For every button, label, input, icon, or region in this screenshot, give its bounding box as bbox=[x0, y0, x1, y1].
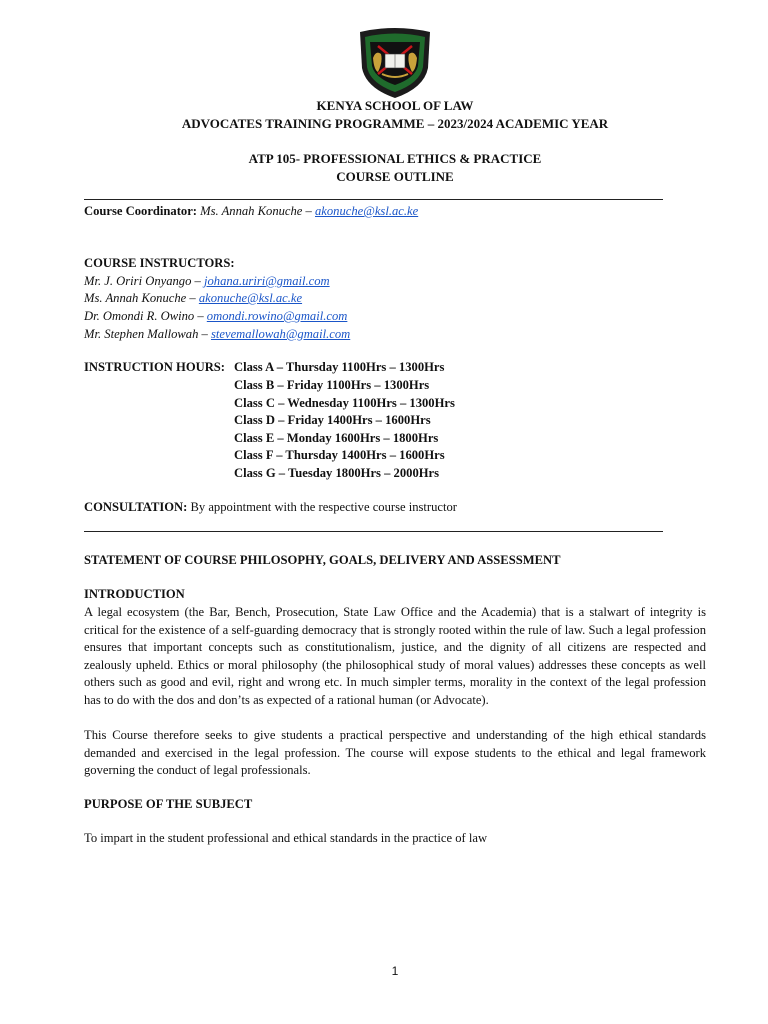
page-number: 1 bbox=[391, 964, 399, 978]
instructor-name: Mr. J. Oriri Onyango – bbox=[84, 274, 204, 288]
consultation-text: By appointment with the respective course instructor bbox=[187, 500, 457, 514]
class-schedule-item: Class E – Monday 1600Hrs – 1800Hrs bbox=[234, 431, 439, 445]
programme-title: ADVOCATES TRAINING PROGRAMME – 2023/2024 ACADEMIC YEAR bbox=[181, 116, 609, 131]
consultation-line bbox=[84, 500, 457, 515]
instructor-name: Ms. Annah Konuche – bbox=[84, 291, 199, 305]
purpose-heading: PURPOSE OF THE SUBJECT bbox=[84, 797, 253, 811]
institution-name: KENYA SCHOOL OF LAW bbox=[316, 98, 474, 113]
coordinator-name: Ms. Annah Konuche – bbox=[200, 204, 315, 218]
kenya-school-of-law-crest-logo bbox=[354, 28, 436, 100]
coordinator-email-link[interactable]: akonuche@ksl.ac.ke bbox=[315, 204, 419, 218]
instructor-row bbox=[84, 309, 347, 324]
instructor-row bbox=[84, 291, 302, 306]
instructors-heading: COURSE INSTRUCTORS: bbox=[84, 256, 235, 270]
instructor-email-link[interactable]: omondi.rowino@gmail.com bbox=[206, 309, 348, 323]
class-schedule-item: Class A – Thursday 1100Hrs – 1300Hrs bbox=[234, 360, 445, 374]
divider-top bbox=[84, 199, 663, 200]
consultation-label: CONSULTATION: bbox=[84, 500, 188, 514]
divider-bottom bbox=[84, 531, 663, 532]
instructor-email-link[interactable]: stevemallowah@gmail.com bbox=[210, 327, 351, 341]
class-schedule-item: Class F – Thursday 1400Hrs – 1600Hrs bbox=[234, 448, 445, 462]
instructor-name: Mr. Stephen Mallowah – bbox=[84, 327, 211, 341]
course-title: ATP 105- PROFESSIONAL ETHICS & PRACTICE bbox=[248, 151, 542, 166]
instructor-name: Dr. Omondi R. Owino – bbox=[84, 309, 207, 323]
purpose-text: To impart in the student professional and ethical standards in the practice of law bbox=[84, 831, 488, 845]
instructor-row bbox=[84, 274, 330, 289]
statement-heading: STATEMENT OF COURSE PHILOSOPHY, GOALS, DELIVERY AND ASSESSMENT bbox=[84, 553, 561, 567]
coordinator-label: Course Coordinator: bbox=[84, 204, 197, 218]
class-schedule-item: Class B – Friday 1100Hrs – 1300Hrs bbox=[234, 378, 430, 392]
document-title: COURSE OUTLINE bbox=[336, 169, 454, 184]
class-schedule-item: Class C – Wednesday 1100Hrs – 1300Hrs bbox=[234, 396, 455, 410]
course-coordinator-line bbox=[84, 204, 418, 219]
introduction-paragraph-2: This Course therefore seeks to give students a practical perspective and understanding of the high ethical standards demanded and exercised in the legal profession. The course will expose students to the ethical and legal framework governing the conduct of legal professionals. bbox=[84, 728, 706, 777]
class-schedule-item: Class G – Tuesday 1800Hrs – 2000Hrs bbox=[234, 466, 440, 480]
introduction-paragraph-1: A legal ecosystem (the Bar, Bench, Prosecution, State Law Office and the Academia) that is a stalwart of integrity is critical for the existence of a self-guarding democracy that is strongly rooted within the rule of law. Such a legal profession ensures that important concepts such as constitutionalism, justice, and the dignity of all citizens are respected and zealously upheld. Ethics or moral philosophy (the philosophical study of moral values) addresses these concepts as well others such as good and evil, right and wrong etc. In much simpler terms, morality in the context of the legal profession has to do with the dos and don’ts as expected of a rational human (or Advocate). bbox=[84, 605, 706, 707]
class-schedule-item: Class D – Friday 1400Hrs – 1600Hrs bbox=[234, 413, 431, 427]
instructor-email-link[interactable]: akonuche@ksl.ac.ke bbox=[198, 291, 303, 305]
instructor-email-link[interactable]: johana.uriri@gmail.com bbox=[203, 274, 330, 288]
introduction-heading: INTRODUCTION bbox=[84, 587, 185, 601]
instructor-row bbox=[84, 327, 350, 342]
instruction-hours-label: INSTRUCTION HOURS: bbox=[84, 360, 226, 374]
